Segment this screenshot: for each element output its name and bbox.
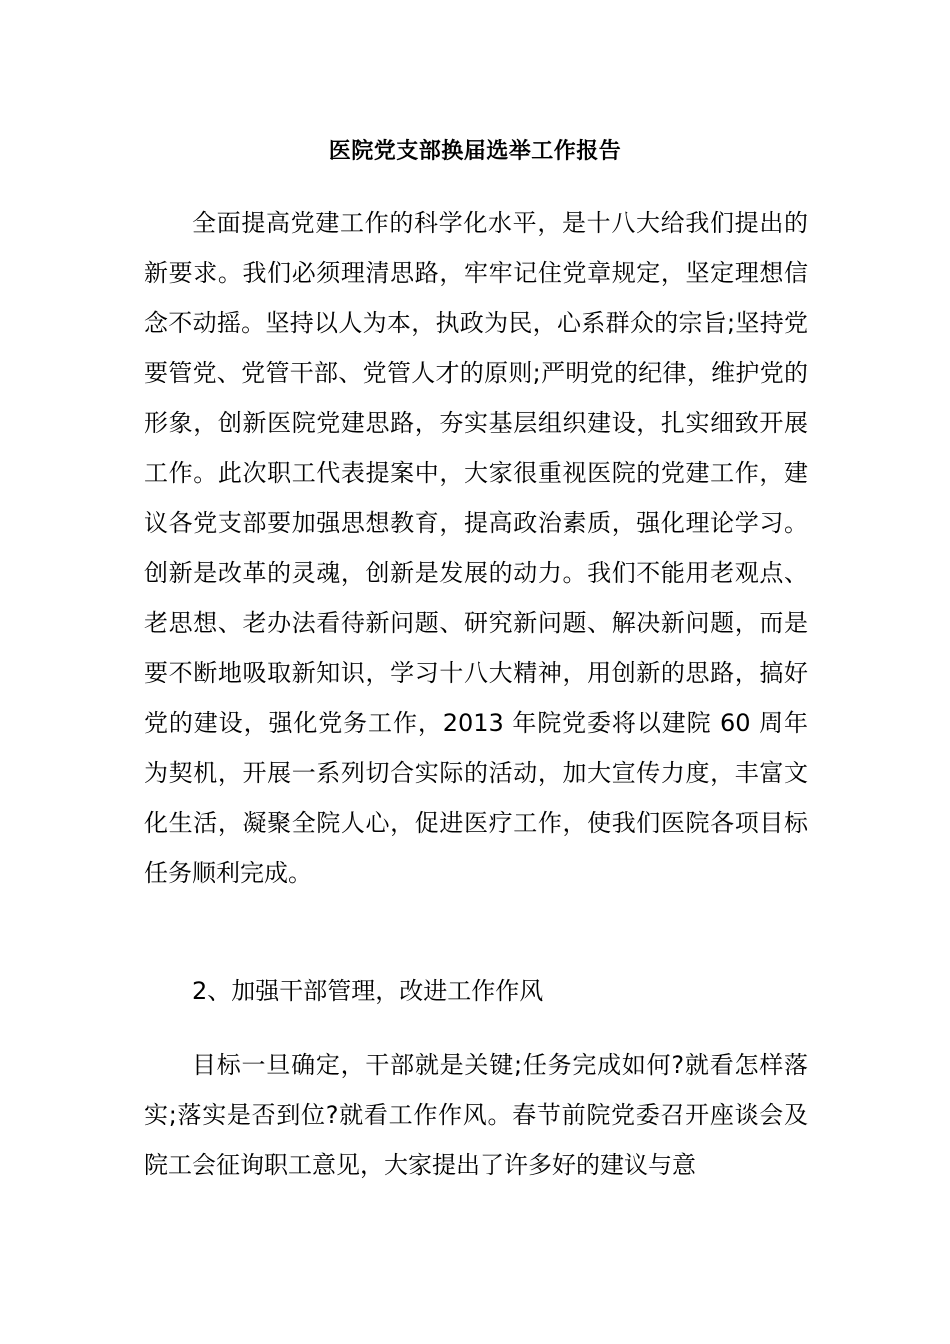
paragraph-party-building: 全面提高党建工作的科学化水平，是十八大给我们提出的新要求。我们必须理清思路，牢牢记住党章规定，坚定理想信念不动摇。坚持以人为本，执政为民，心系群众的宗旨;坚持党要管党、党管干部、党管人才的原则;严明党的纪律，维护党的形象，创新医院党建思路，夯实基层组织建设，扎实细致开展工作。此次职工代表提案中，大家很重视医院的党建工作，建议各党支部要加强思想教育，提高政治素质，强化理论学习。创新是改革的灵魂，创新是发展的动力。我们不能用老观点、老思想、老办法看待新问题、研究新问题、解决新问题，而是要不断地吸取新知识，学习十八大精神，用创新的思路，搞好党的建设，强化党务工作，2013 年院党委将以建院 60 周年为契机，开展一系列切合实际的活动，加大宣传力度，丰富文化生活，凝聚全院人心，促进医疗工作，使我们医院各项目标任务顺利完成。 [144,209,808,887]
document-title: 医院党支部换届选举工作报告 [328,139,622,164]
section-heading-cadre-management: 2、加强干部管理，改进工作作风 [192,977,544,1005]
paragraph-work-style: 目标一旦确定，干部就是关键;任务完成如何?就看怎样落实;落实是否到位?就看工作作风。春节前院党委召开座谈会及院工会征询职工意见，大家提出了许多好的建议与意 [144,1051,808,1179]
